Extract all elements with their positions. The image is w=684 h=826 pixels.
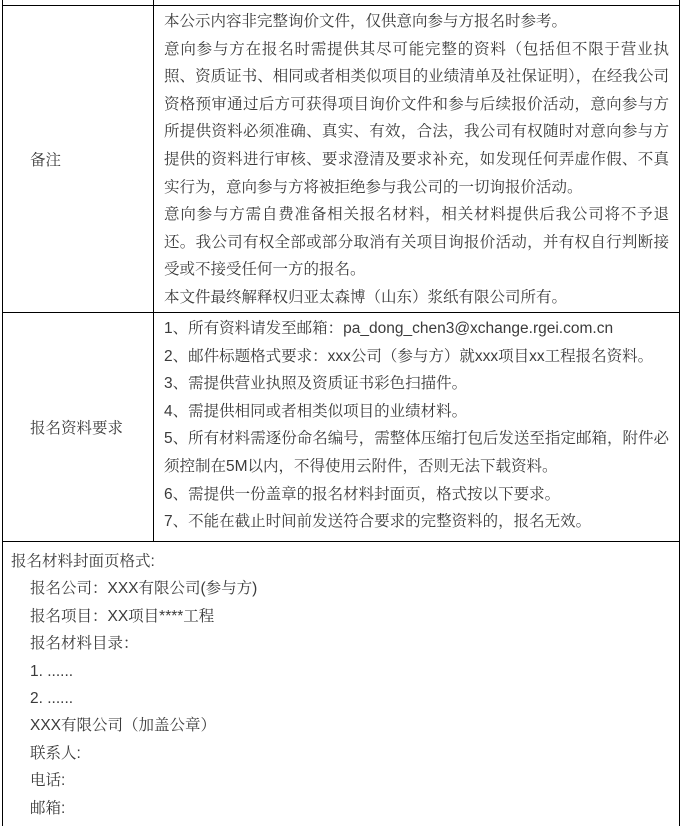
table-row-remarks [3,6,680,313]
table-row-requirements [3,313,680,542]
cover-format-line: XXX有限公司（加盖公章） [30,717,217,735]
requirement-item: 2、邮件标题格式要求：xxx公司（参与方）就xxx项目xx工程报名资料。 [164,347,654,365]
cover-format-line: 邮箱: [30,799,66,817]
requirement-item: 7、不能在截止时间前发送符合要求的完整资料的，报名无效。 [164,513,592,531]
cover-format-line: 联系人: [30,744,81,762]
inquiry-notice-table [2,0,680,826]
requirement-item: 1、所有资料请发至邮箱：pa_dong_chen3@xchange.rgei.com.cn [164,320,614,337]
remarks-row-label: 备注 [3,6,154,313]
cover-format-line: 2. ...... [30,690,74,708]
cover-format-line: 报名项目：XX项目****工程 [30,607,215,625]
requirement-item: 4、需提供相同或者相类似项目的业绩材料。 [164,402,468,420]
cover-format-cell [3,542,680,826]
remarks-paragraph: 本公示内容非完整询价文件，仅供意向参与方报名时参考。 [164,13,568,30]
requirements-content-cell [154,313,680,542]
cover-format-line: 报名材料目录： [30,635,139,653]
requirement-item: 6、需提供一份盖章的报名材料封面页，格式按以下要求。 [164,485,561,503]
cover-format-title: 报名材料封面页格式: [11,553,155,570]
remarks-paragraph: 本文件最终解释权归亚太森博（山东）浆纸有限公司所有。 [164,288,568,306]
cover-format-line: 报名公司：XXX有限公司(参与方) [30,580,258,598]
table-row-cover-format [3,542,680,826]
requirement-item: 5、所有材料需逐份命名编号，需整体压缩打包后发送至指定邮箱，附件必须控制在5M以内，不得使用云附件，否则无法下载资料。 [164,430,669,475]
remarks-paragraph: 意向参与方在报名时需提供其尽可能完整的资料（包括但不限于营业执照、资质证书、相同或者相类似项目的业绩清单及社保证明），在经我公司资格预审通过后方可获得项目询价文件和参与后续报价活动，意向参与方所提供资料必须准确、真实、有效，合法，我公司有权随时对意向参与方提供的资料进行审核、要求澄清及要求补充，如发现任何弄虚作假、不真实行为，意向参与方将被拒绝参与我公司的一切询报价活动。 [164,40,669,196]
cover-format-line: 1. ...... [30,662,74,680]
requirement-item: 3、需提供营业执照及资质证书彩色扫描件。 [164,375,468,393]
cover-format-line: 电话: [30,772,66,790]
remarks-content-cell [154,6,680,313]
requirements-row-label: 报名资料要求 [3,313,154,542]
remarks-paragraph: 意向参与方需自费准备相关报名材料，相关材料提供后我公司将不予退还。我公司有权全部或部分取消有关项目询报价活动，并有权自行判断接受或不接受任何一方的报名。 [164,206,669,279]
